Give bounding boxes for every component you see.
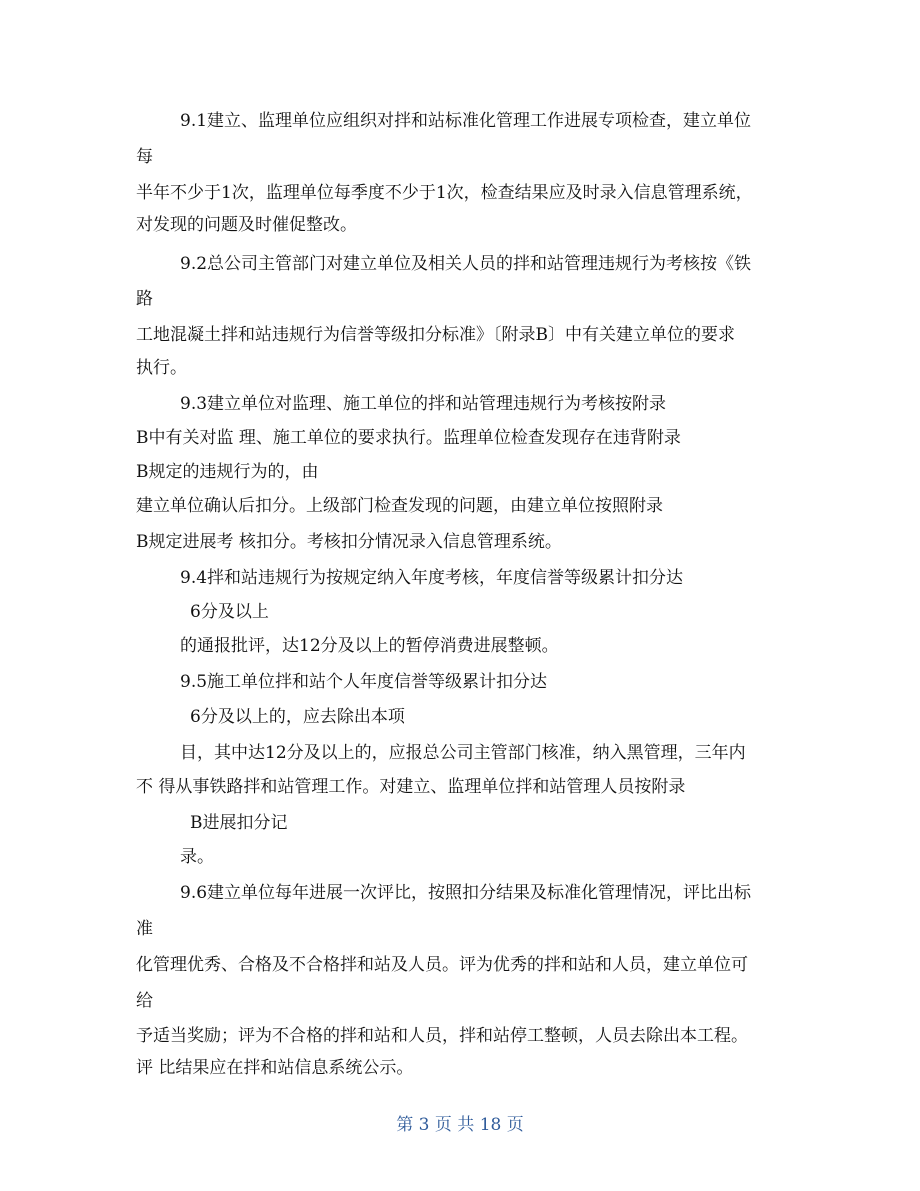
text-line: 录。 bbox=[180, 847, 214, 867]
text-line: 9.4拌和站违规行为按规定纳入年度考核，年度信誉等级累计扣分达 bbox=[180, 568, 684, 588]
text-line: 建立单位确认后扣分。上级部门检查发现的问题，由建立单位按照附录 bbox=[136, 496, 663, 516]
text-line: 执行。 bbox=[136, 358, 187, 378]
text-line: B规定进展考 核扣分。考核扣分情况录入信息管理系统。 bbox=[136, 532, 562, 552]
text-line: 评 比结果应在拌和站信息系统公示。 bbox=[136, 1058, 414, 1078]
text-line: B进展扣分记 bbox=[190, 813, 288, 833]
text-line: 工地混凝土拌和站违规行为信誉等级扣分标准》〔附录B〕中有关建立单位的要求 bbox=[136, 325, 735, 345]
text-line: 半年不少于1次，监理单位每季度不少于1次，检查结果应及时录入信息管理系统， bbox=[136, 183, 753, 203]
text-line: 对发现的问题及时催促整改。 bbox=[136, 215, 357, 235]
text-line: 6分及以上的，应去除出本项 bbox=[190, 707, 405, 727]
text-line: B规定的违规行为的，由 bbox=[136, 462, 319, 482]
text-line: 9.6建立单位每年进展一次评比，按照扣分结果及标准化管理情况，评比出标 bbox=[180, 883, 752, 903]
text-line: 准 bbox=[136, 919, 153, 939]
text-line: 6分及以上 bbox=[190, 602, 269, 622]
text-line: B中有关对监 理、施工单位的要求执行。监理单位检查发现存在违背附录 bbox=[136, 428, 681, 448]
text-line: 目，其中达12分及以上的，应报总公司主管部门核准，纳入黑管理，三年内 bbox=[180, 743, 746, 763]
text-line: 9.3建立单位对监理、施工单位的拌和站管理违规行为考核按附录 bbox=[180, 394, 667, 414]
text-line: 路 bbox=[136, 289, 153, 309]
text-line: 不 得从事铁路拌和站管理工作。对建立、监理单位拌和站管理人员按附录 bbox=[136, 777, 686, 797]
text-line: 予适当奖励；评为不合格的拌和站和人员，拌和站停工整顿，人员去除出本工程。 bbox=[136, 1026, 748, 1046]
text-line: 的通报批评，达12分及以上的暂停消费进展整顿。 bbox=[180, 636, 559, 656]
page-number-footer: 第 3 页 共 18 页 bbox=[396, 1115, 524, 1135]
text-line: 给 bbox=[136, 991, 153, 1011]
text-line: 9.1建立、监理单位应组织对拌和站标准化管理工作进展专项检查，建立单位 bbox=[180, 111, 752, 131]
text-line: 9.5施工单位拌和站个人年度信誉等级累计扣分达 bbox=[180, 672, 548, 692]
text-line: 每 bbox=[136, 147, 153, 167]
text-line: 化管理优秀、合格及不合格拌和站及人员。评为优秀的拌和站和人员，建立单位可 bbox=[136, 955, 748, 975]
text-line: 9.2总公司主管部门对建立单位及相关人员的拌和站管理违规行为考核按《铁 bbox=[180, 254, 752, 274]
